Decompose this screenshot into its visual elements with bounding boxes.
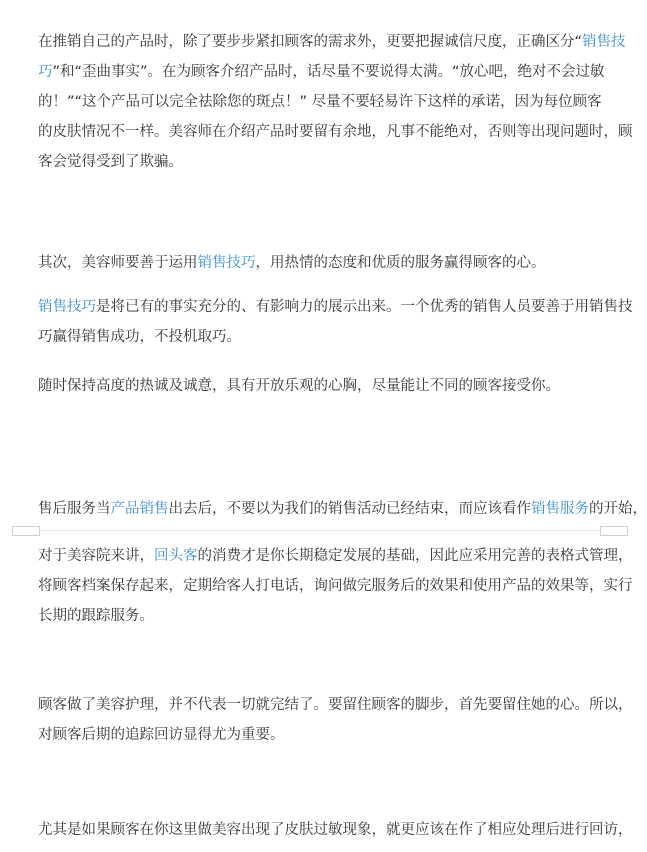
link-returning-customers[interactable]: 回头客 <box>154 548 198 564</box>
link-sales-skills-3[interactable]: 销售技巧 <box>38 299 96 315</box>
text-line: 将顾客档案保存起来，定期给客人打电话，询问做完服务后的效果和使用产品的效果等，实行 <box>38 578 633 594</box>
link-sales-skills-2[interactable]: 销售技巧 <box>197 255 256 271</box>
paragraph-honesty <box>38 27 633 177</box>
text-line: 的！”“这个产品可以完全祛除您的斑点！” 尽量不要轻易许下这样的承诺，因为每位顾客 <box>38 94 602 110</box>
text-line: 顾客做了美容护理，并不代表一切就完结了。要留住顾客的脚步，首先要留住她的心。所以， <box>38 697 633 713</box>
paragraph-returning-customers <box>38 541 633 631</box>
page-break-line <box>38 530 602 531</box>
link-sales-skills[interactable]: 销售技 <box>582 34 626 50</box>
link-product-sales[interactable]: 产品销售 <box>110 501 169 517</box>
paragraph-secondly <box>38 248 598 278</box>
text-line: 在推销自己的产品时，除了要步步紧扣顾客的需求外，更要把握诚信尺度，正确区分“销售技 <box>38 34 626 50</box>
text-line: 售后服务当产品销售出去后，不要以为我们的销售活动已经结束，而应该看作销售服务的开始， <box>38 501 647 517</box>
text-line: 的皮肤情况不一样。美容师在介绍产品时要留有余地，凡事不能绝对，否则等出现问题时，顾 <box>38 124 633 140</box>
text-line: 随时保持高度的热诚及诚意，具有开放乐观的心胸，尽量能让不同的顾客接受你。 <box>38 378 560 394</box>
page-corner-right <box>600 526 628 536</box>
text-line: 长期的跟踪服务。 <box>38 608 154 624</box>
text-line: 巧赢得销售成功，不投机取巧。 <box>38 329 241 345</box>
paragraph-enthusiasm <box>38 371 598 401</box>
text-line: 销售技巧是将已有的事实充分的、有影响力的展示出来。一个优秀的销售人员要善于用销售技 <box>38 299 633 315</box>
text-line: 其次，美容师要善于运用销售技巧，用热情的态度和优质的服务赢得顾客的心。 <box>38 255 546 271</box>
paragraph-follow-up <box>38 690 633 750</box>
page-break <box>0 523 640 539</box>
paragraph-skills-definition <box>38 292 633 352</box>
text-line: 客会觉得受到了欺骗。 <box>38 154 183 170</box>
paragraph-after-sales <box>38 494 647 524</box>
text-line: 尤其是如果顾客在你这里做美容出现了皮肤过敏现象，就更应该在作了相应处理后进行回访， <box>38 822 633 838</box>
text-line: 对于美容院来讲，回头客的消费才是你长期稳定发展的基础，因此应采用完善的表格式管理， <box>38 548 633 564</box>
paragraph-allergy <box>38 815 633 845</box>
link-sales-skills-cont[interactable]: 巧 <box>38 64 53 80</box>
link-sales-service[interactable]: 销售服务 <box>531 501 589 517</box>
text-line: 巧”和“歪曲事实”。在为顾客介绍产品时，话尽量不要说得太满。“放心吧，绝对不会过敏 <box>38 64 605 80</box>
page-corner-left <box>12 526 40 536</box>
text-line: 对顾客后期的追踪回访显得尤为重要。 <box>38 727 285 743</box>
